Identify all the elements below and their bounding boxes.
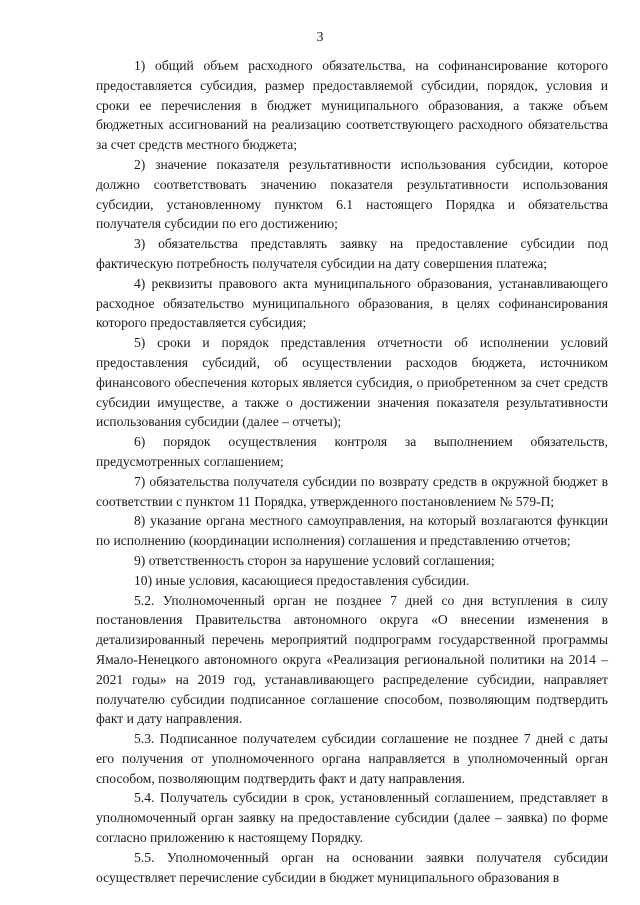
paragraph-clause-5-3: 5.3. Подписанное получателем субсидии соглашение не позднее 7 дней с даты его получения от уполномоченного органа направляется в уполномоченный орган способом, позволяющим подтвердить факт и дату направления. bbox=[96, 731, 608, 786]
paragraph-item-4: 4) реквизиты правового акта муниципального образования, устанавливающего расходное обязательство муниципального образования, в целях софинансирования которого предоставляется субсидия; bbox=[96, 275, 608, 331]
paragraph-clause-5-4: 5.4. Получатель субсидии в срок, установленный соглашением, представляет в уполномоченный орган заявку на предоставление субсидии (далее – заявка) по форме согласно приложению к настоящему Порядку. bbox=[96, 790, 608, 846]
paragraph-item-7: 7) обязательства получателя субсидии по возврату средств в окружной бюджет в соответствии с пунктом 11 Порядка, утвержденного постановлением № 579-П; bbox=[96, 473, 608, 509]
paragraph-item-6: 6) порядок осуществления контроля за выполнением обязательств, предусмотренных соглашением; bbox=[96, 434, 608, 469]
paragraph-clause-5-2: 5.2. Уполномоченный орган не позднее 7 дней со дня вступления в силу постановления Правительства автономного округа «О внесении изменения в детализированный перечень мероприятий подпрограмм государственной программы Ямало-Ненецкого автономного округа «Реализация региональной политики на 2014 – 2021 годы» на 2019 год, устанавливающего распределение субсидии, направляет получателю субсидии подписанное соглашение способом, позволяющим подтвердить факт и дату направления. bbox=[96, 592, 608, 727]
paragraph-item-1: 1) общий объем расходного обязательства, на софинансирование которого предоставляется субсидия, размер предоставляемой субсидии, порядок, условия и сроки ее перечисления в бюджет муниципального образования, а также объем бюджетных ассигнований на реализацию соответствующего расходного обязательства за счет средств местного бюджета; bbox=[96, 58, 608, 153]
paragraph-item-8: 8) указание органа местного самоуправления, на который возлагаются функции по исполнению (координации исполнения) соглашения и представлению отчетов; bbox=[96, 513, 608, 549]
document-body bbox=[96, 56, 608, 887]
paragraph-clause-5-5: 5.5. Уполномоченный орган на основании заявки получателя субсидии осуществляет перечисление субсидии в бюджет муниципального образования в bbox=[96, 849, 608, 885]
paragraph-item-10: 10) иные условия, касающиеся предоставления субсидии. bbox=[134, 572, 470, 588]
page-number: 3 bbox=[316, 30, 324, 45]
paragraph-item-2: 2) значение показателя результативности использования субсидии, которое должно соответствовать значению показателя результативности использования субсидии, установленному пунктом 6.1 настоящего Порядка и обязательства получателя субсидии по его достижению; bbox=[96, 156, 608, 232]
paragraph-item-9: 9) ответственность сторон за нарушение условий соглашения; bbox=[134, 552, 495, 568]
paragraph-item-5: 5) сроки и порядок представления отчетности об исполнении условий предоставления субсидий, об осуществлении расходов бюджета, источником финансового обеспечения которых является субсидия, о приобретенном за счет средств субсидии имуществе, а также о достижении значения показателя результативности использования субсидии (далее – отчеты); bbox=[96, 335, 608, 430]
paragraph-item-3: 3) обязательства представлять заявку на предоставление субсидии под фактическую потребность получателя субсидии на дату совершения платежа; bbox=[96, 236, 608, 271]
